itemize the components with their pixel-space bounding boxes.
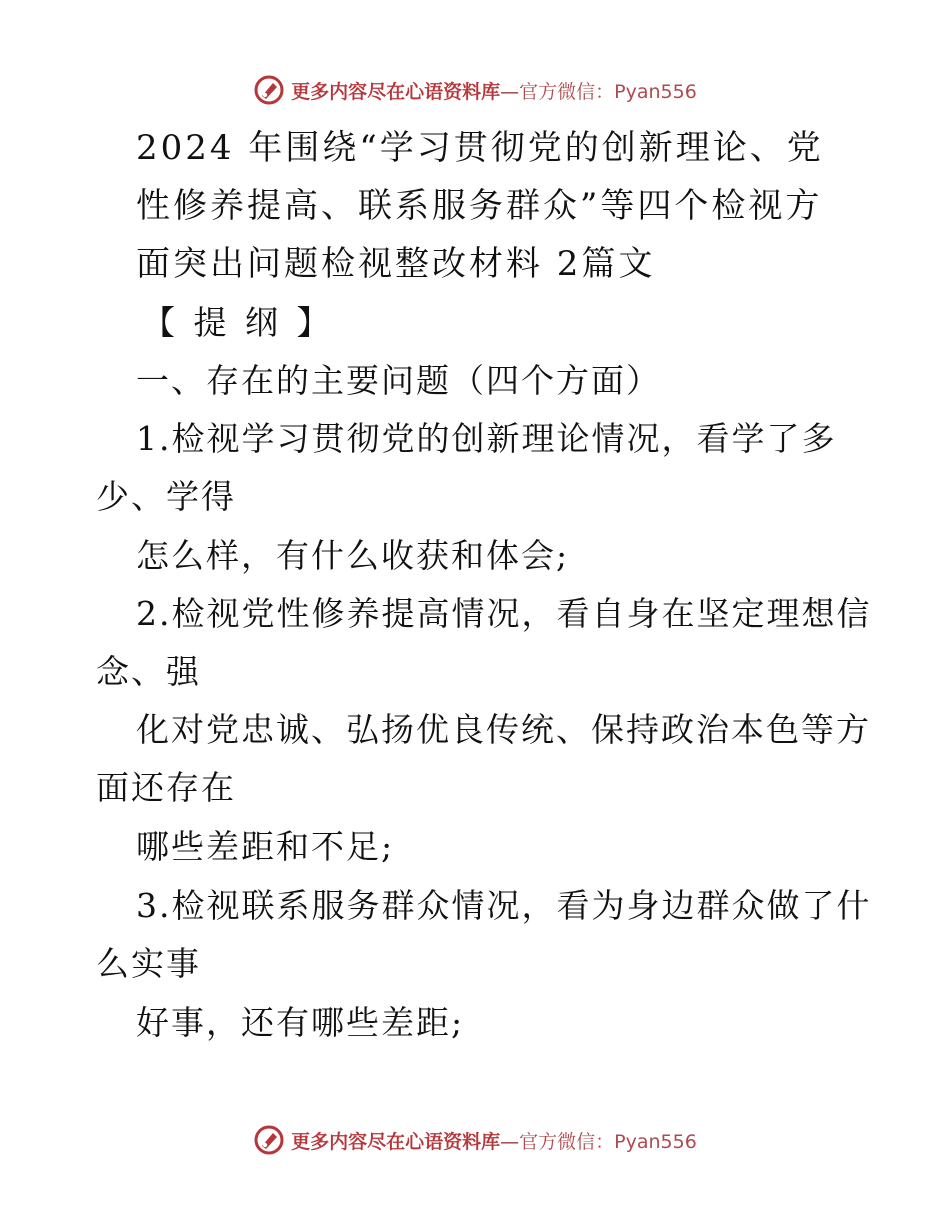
- item-2-line-5: 哪些差距和不足;: [136, 827, 395, 866]
- watermark-dash: —: [500, 80, 520, 103]
- item-1-line-2: 少、学得: [96, 477, 236, 516]
- item-2-line-4: 面还存在: [96, 768, 236, 807]
- watermark-text: [291, 77, 697, 104]
- item-2-line-1: 2.检视党性修养提高情况，看自身在坚定理想信: [136, 594, 872, 633]
- outline-heading: 【 提 纲 】: [142, 303, 334, 342]
- title-line-3: 面突出问题检视整改材料 2篇文: [136, 244, 656, 284]
- watermark-dash: —: [500, 1130, 520, 1153]
- watermark-banner-top: [0, 70, 950, 110]
- watermark-wechat: 官方微信：Pyan556: [519, 1130, 697, 1153]
- title-line-1: 2024 年围绕“学习贯彻党的创新理论、党: [136, 128, 824, 168]
- item-2-line-3: 化对党忠诚、弘扬优良传统、保持政治本色等方: [136, 710, 871, 749]
- watermark-site-name: 更多内容尽在心语资料库: [291, 80, 501, 103]
- watermark-banner-bottom: [0, 1120, 950, 1160]
- item-3-line-2: 么实事: [96, 944, 201, 983]
- item-3-line-3: 好事，还有哪些差距;: [136, 1003, 465, 1042]
- item-1-line-3: 怎么样，有什么收获和体会;: [136, 536, 570, 575]
- item-3-line-1: 3.检视联系服务群众情况，看为身边群众做了什: [136, 886, 872, 925]
- watermark-text: [291, 1127, 697, 1154]
- title-line-2: 性修养提高、联系服务群众”等四个检视方: [136, 186, 823, 226]
- watermark-site-name: 更多内容尽在心语资料库: [291, 1130, 501, 1153]
- watermark-wechat: 官方微信：Pyan556: [519, 80, 697, 103]
- item-1-line-1: 1.检视学习贯彻党的创新理论情况，看学了多: [136, 419, 837, 458]
- section-heading-1: 一、存在的主要问题（四个方面）: [136, 361, 661, 400]
- pen-nib-logo-icon: [253, 1124, 285, 1156]
- pen-nib-logo-icon: [253, 74, 285, 106]
- item-2-line-2: 念、强: [96, 652, 201, 691]
